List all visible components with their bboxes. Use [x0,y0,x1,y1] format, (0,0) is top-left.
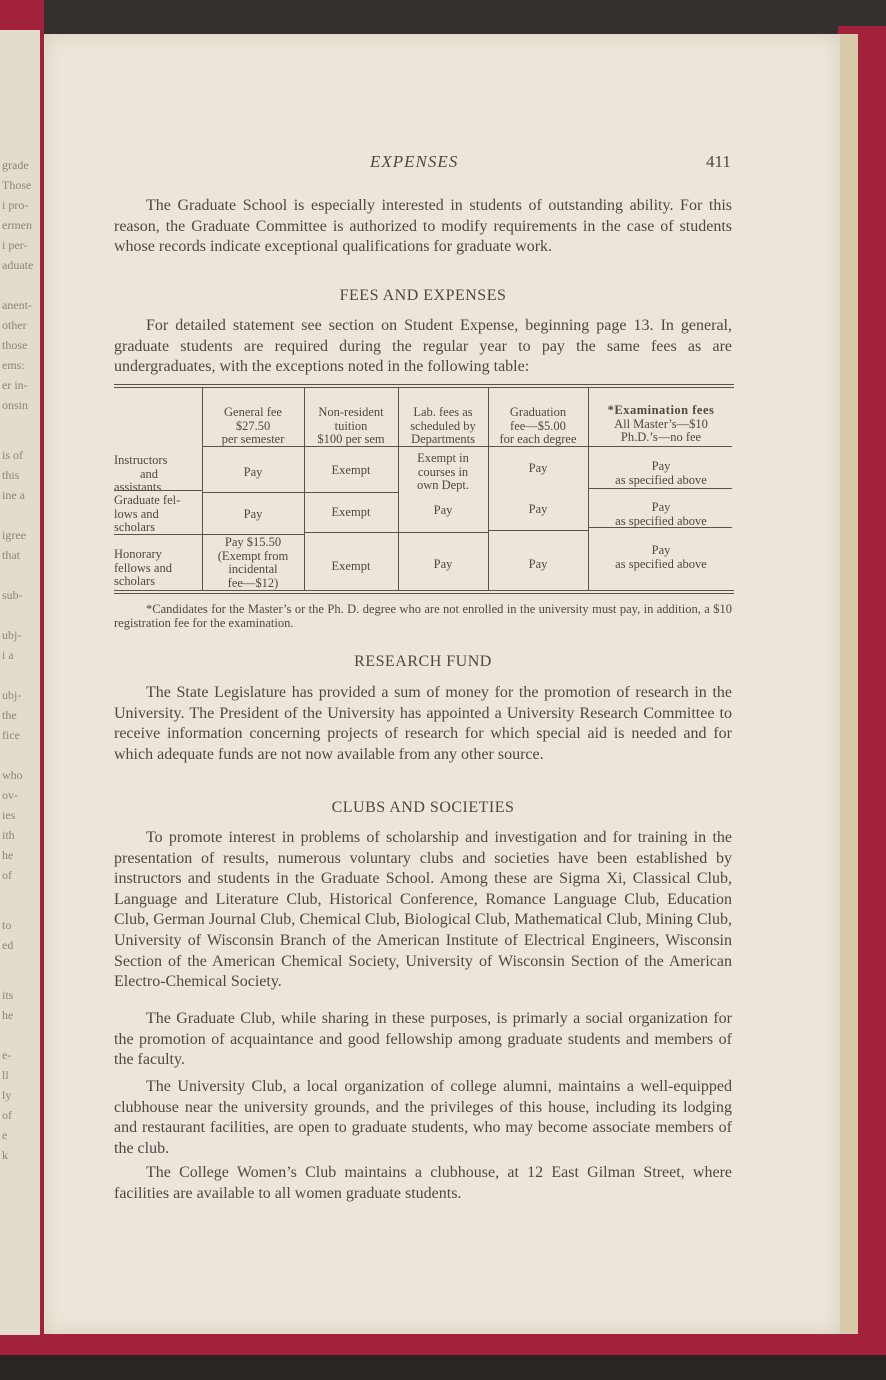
table-cell: Pay as specified above [615,459,707,487]
fees-heading: FEES AND EXPENSES [339,287,507,304]
table-cell: Exempt [331,463,371,477]
table-cell: Pay [528,502,548,516]
previous-page-fragment: ed [2,938,14,952]
previous-page-fragment: ubj- [2,628,22,642]
table-cell: Pay [243,507,263,521]
previous-page-fragment: igree [2,528,26,542]
table-cell: Pay [433,557,453,571]
previous-page-fragment: the [2,708,17,722]
previous-page-fragment: anent- [2,298,32,312]
previous-page-fragment: those [2,338,28,352]
table-cell: Exempt [331,559,371,573]
running-header: EXPENSES [370,152,459,171]
fees-table [114,384,734,594]
table-header-lab-fees: Lab. fees as scheduled by Departments [410,405,476,446]
previous-page-fragment: er in- [2,378,28,392]
previous-page-fragment: ly [2,1088,12,1102]
womens-club-paragraph: The College Women’s Club maintains a clubhouse, at 12 East Gilman Street, where facilities are available to all women graduate students. [114,1164,732,1202]
table-cell: Pay [528,557,548,571]
table-cell: Pay [528,461,548,475]
previous-page-fragment: other [2,318,27,332]
previous-page-fragment: onsin [2,398,29,412]
previous-page-fragment: he [2,1008,14,1022]
previous-page-fragment: Those [2,178,32,192]
previous-page-fragment: i pro- [2,198,29,212]
previous-page-fragment: ems: [2,358,25,372]
previous-page-fragment: ov- [2,788,18,802]
page-number: 411 [706,152,731,171]
previous-page-fragment: ll [2,1068,9,1082]
previous-page-fragment: of [2,1108,12,1122]
table-cell: Exempt in courses in own Dept. [416,451,470,492]
table-row-label: Graduate fel- lows and scholars [114,493,181,534]
previous-page-fragment: who [2,768,23,782]
previous-page-fragment: ith [2,828,15,842]
table-footnote: *Candidates for the Master’s or the Ph. D. degree who are not enrolled in the university must pay, in addition, a $10 registration fee for the examination. [114,602,732,630]
previous-page-fragment: i a [2,648,14,662]
previous-page-fragment: grade [2,158,29,172]
previous-page-fragment: k [2,1148,8,1162]
previous-page-fragment: this [2,468,20,482]
previous-page-fragment: to [2,918,12,932]
research-heading: RESEARCH FUND [354,653,492,670]
previous-page-fragment: i per- [2,238,28,252]
table-cell: Exempt [331,505,371,519]
previous-page-fragment: fice [2,728,20,742]
previous-page-fragment: e [2,1128,8,1142]
table-header-examination: *Examination fees All Master’s—$10 Ph.D.’s—no fee [607,403,715,444]
previous-page-fragment: e- [2,1048,12,1062]
graduate-club-paragraph: The Graduate Club, while sharing in these purposes, is primarly a social organization for the promotion of acquaintance and good fellowship among graduate students and members of the faculty. [114,1010,732,1069]
previous-page-margin [0,30,40,1335]
previous-page-fragment: ermen [2,218,32,232]
previous-page-fragment: of [2,868,12,882]
previous-page-fragment: ine a [2,488,25,502]
previous-page-fragment: is of [2,448,23,462]
table-header-graduation: Graduation fee—$5.00 for each degree [499,405,577,446]
previous-page-fragment: aduate [2,258,34,272]
table-cell: Pay as specified above [615,500,707,528]
table-cell: Pay $15.50 (Exempt from incidental fee—$12) [217,535,289,590]
clubs-heading: CLUBS AND SOCIETIES [331,799,515,816]
table-row-label: Honorary fellows and scholars [114,547,172,588]
table-cell: Pay [243,465,263,479]
university-club-paragraph: The University Club, a local organization of college alumni, maintains a well-equipped clubhouse near the university grounds, and the privileges of this house, including its lodging and restaurant facilities, are open to graduate students, who may become associate members of the club. [114,1078,732,1157]
table-header-general-fee: General fee $27.50 per semester [221,405,285,446]
previous-page-fragment: that [2,548,20,562]
table-header-non-resident: Non-resident tuition $100 per sem [317,405,385,446]
table-cell: Pay [433,503,453,517]
fees-paragraph: For detailed statement see section on Student Expense, beginning page 13. In general, graduate students are required during the regular year to pay the same fees as are undergraduates, with the exceptions noted in the following table: [114,317,732,376]
previous-page-fragment: he [2,848,14,862]
research-paragraph: The State Legislature has provided a sum of money for the promotion of research in the University. The President of the University has appointed a University Research Committee to receive information concerning projects of research for which special aid is needed and for which adequate funds are not now available from any other source. [114,684,732,763]
background-bottom [0,1355,886,1380]
intro-paragraph: The Graduate School is especially interested in students of outstanding ability. For this reason, the Graduate Committee is authorized to modify requirements in the case of students whose records indicate exceptional qualifications for graduate work. [114,197,732,256]
previous-page-fragment: sub- [2,588,23,602]
clubs-paragraph: To promote interest in problems of scholarship and investigation and for training in the presentation of results, numerous voluntary clubs and societies have been established by instructors and students in the Graduate School. Among these are Sigma Xi, Classical Club, Language and Literature Club, Historical Conference, Romance Language Club, Education Club, German Journal Club, Chemical Club, Biological Club, Mathematical Club, Mining Club, University of Wisconsin Branch of the American Institute of Electrical Engineers, Wisconsin Section of the American Chemical Society, University of Wisconsin Section of the American Electro-Chemical Society. [114,829,732,991]
previous-page-fragment: ubj- [2,688,22,702]
table-row-label: Instructors and assistants [114,453,168,494]
previous-page-fragment: ies [2,808,16,822]
table-cell: Pay as specified above [615,543,707,571]
previous-page-fragment: its [2,988,14,1002]
